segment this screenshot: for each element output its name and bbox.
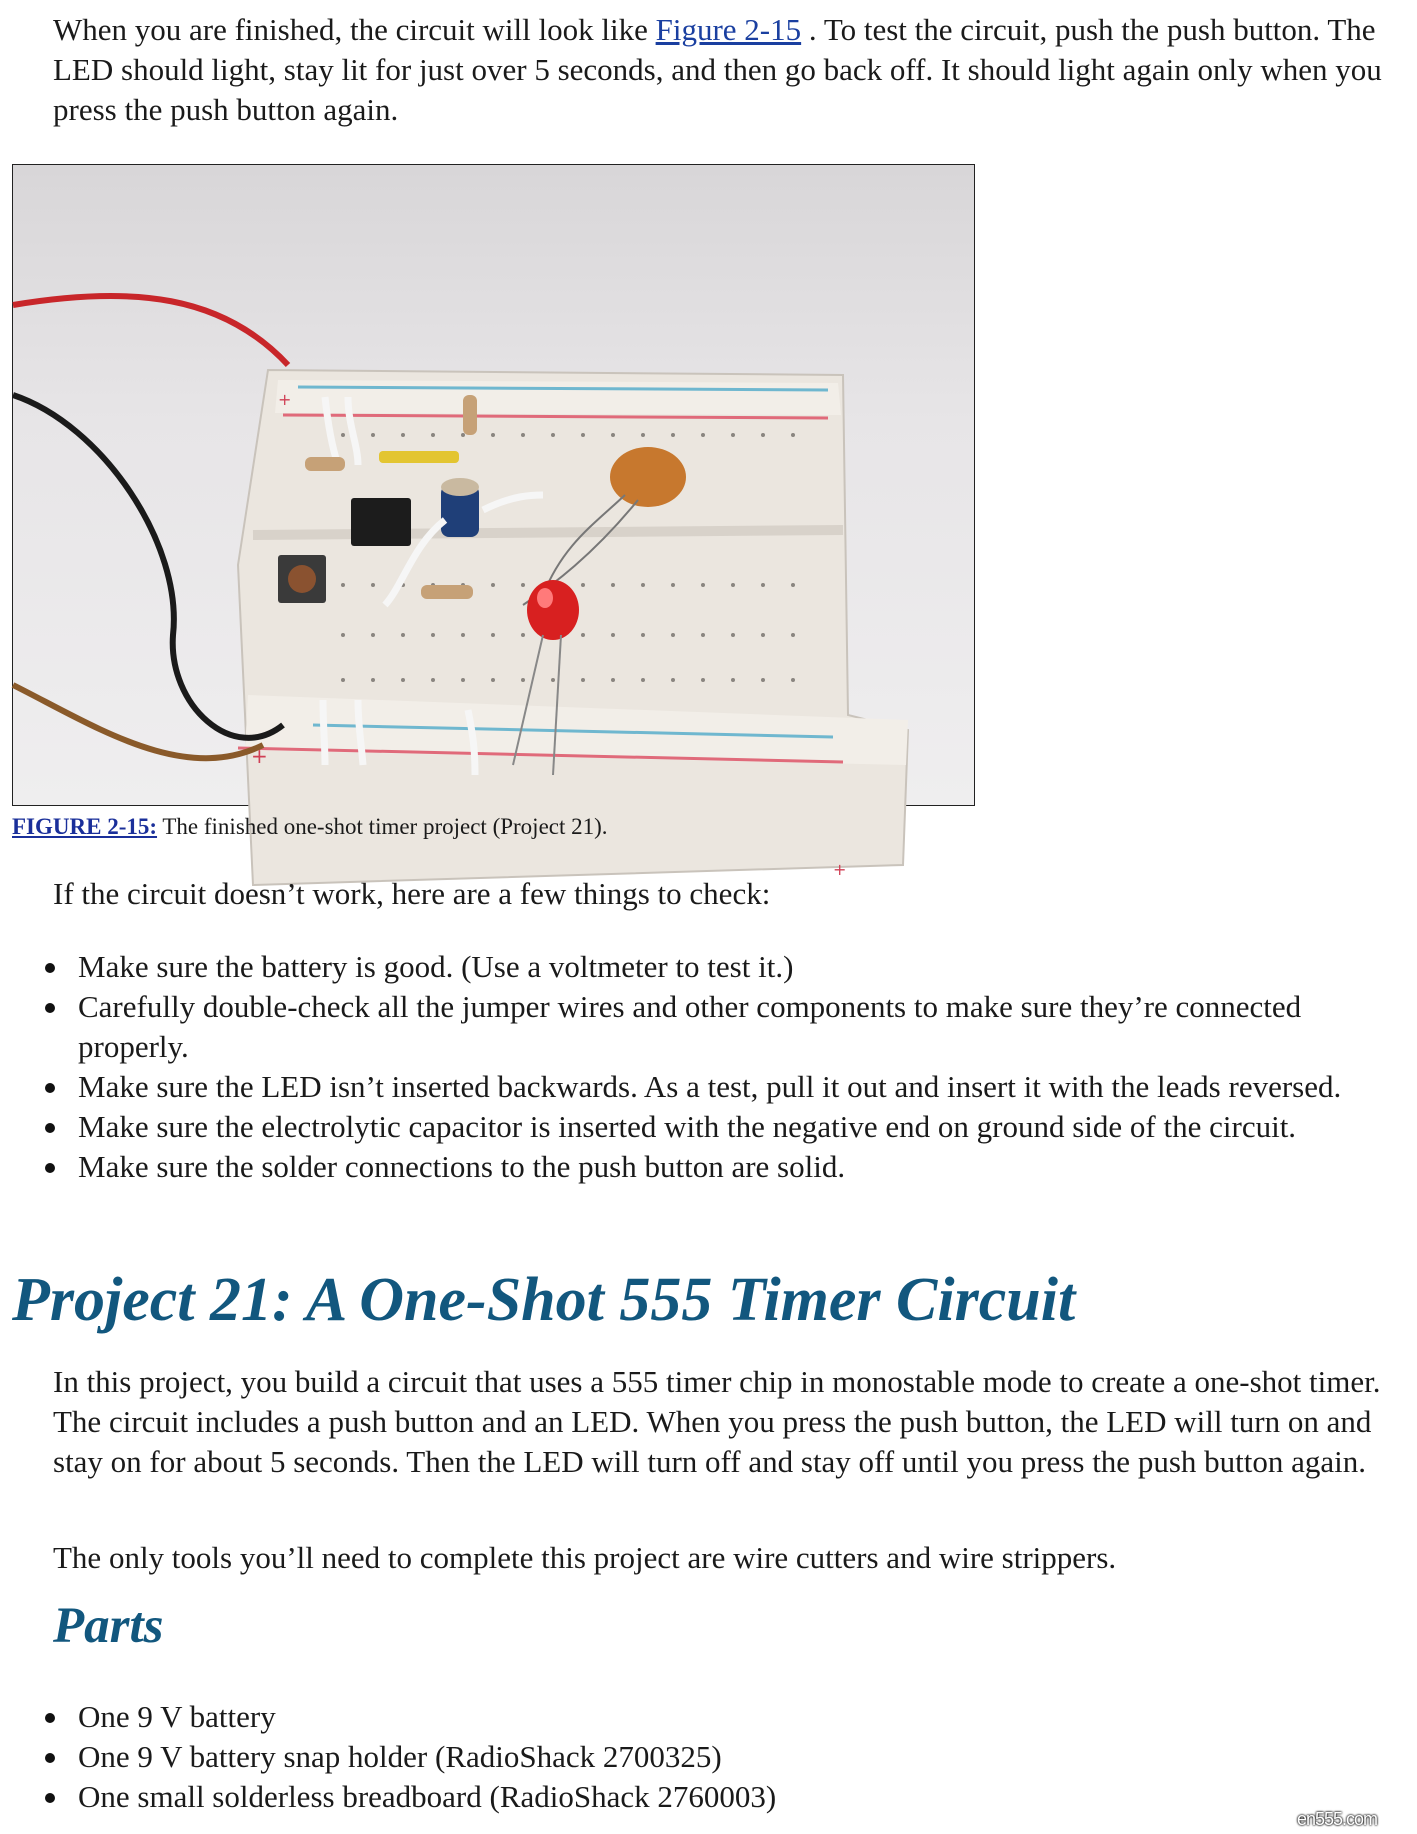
- intro-paragraph: [53, 10, 1408, 130]
- intro-text-start: When you are finished, the circuit will look like: [53, 12, 656, 47]
- list-item: Make sure the solder connections to the push button are solid.: [0, 1147, 1378, 1187]
- project-description: In this project, you build a circuit that uses a 555 timer chip in monostable mode to create a one-shot timer. The circuit includes a push button and an LED. When you press the push button, the LED will turn on and stay on for about 5 seconds. Then the LED will turn off and stay off until you press the push button again.: [53, 1364, 1381, 1479]
- project-title: Project 21: A One-Shot 555 Timer Circuit: [12, 1266, 1076, 1334]
- list-item: Make sure the LED isn’t inserted backwards. As a test, pull it out and insert it with the leads reversed.: [0, 1067, 1378, 1107]
- svg-text:+: +: [278, 390, 292, 409]
- figure-label[interactable]: FIGURE 2-15:: [12, 814, 158, 839]
- list-item: Make sure the electrolytic capacitor is inserted with the negative end on ground side of the circuit.: [0, 1107, 1378, 1147]
- svg-text:+: +: [251, 744, 268, 768]
- list-item: One 9 V battery: [0, 1697, 1378, 1737]
- list-item: One small solderless breadboard (RadioShack 2760003): [0, 1777, 1378, 1817]
- parts-heading: Parts: [53, 1598, 164, 1654]
- list-item: Make sure the battery is good. (Use a voltmeter to test it.): [0, 947, 1378, 987]
- intro-text-end: . To test the circuit, push the push button. The LED should light, stay lit for just over 5 seconds, and then go back off. It should light again only when you press the push button again.: [53, 12, 1382, 127]
- parts-list: [0, 1697, 1378, 1817]
- tools-paragraph: The only tools you’ll need to complete this project are wire cutters and wire strippers.: [53, 1540, 1117, 1575]
- watermark: en555.com: [1296, 1809, 1377, 1829]
- list-item: One 9 V battery snap holder (RadioShack 2700325): [0, 1737, 1378, 1777]
- troubleshooting-list: [0, 947, 1378, 1187]
- figure-caption-text: The finished one-shot timer project (Project 21).: [157, 814, 608, 839]
- list-item: Carefully double-check all the jumper wires and other components to make sure they’re connected properly.: [0, 987, 1378, 1067]
- figure-2-15-link[interactable]: Figure 2-15: [655, 12, 802, 47]
- check-intro: If the circuit doesn’t work, here are a few things to check:: [53, 876, 771, 911]
- svg-text:+: +: [833, 860, 847, 879]
- figure-caption: [12, 812, 608, 842]
